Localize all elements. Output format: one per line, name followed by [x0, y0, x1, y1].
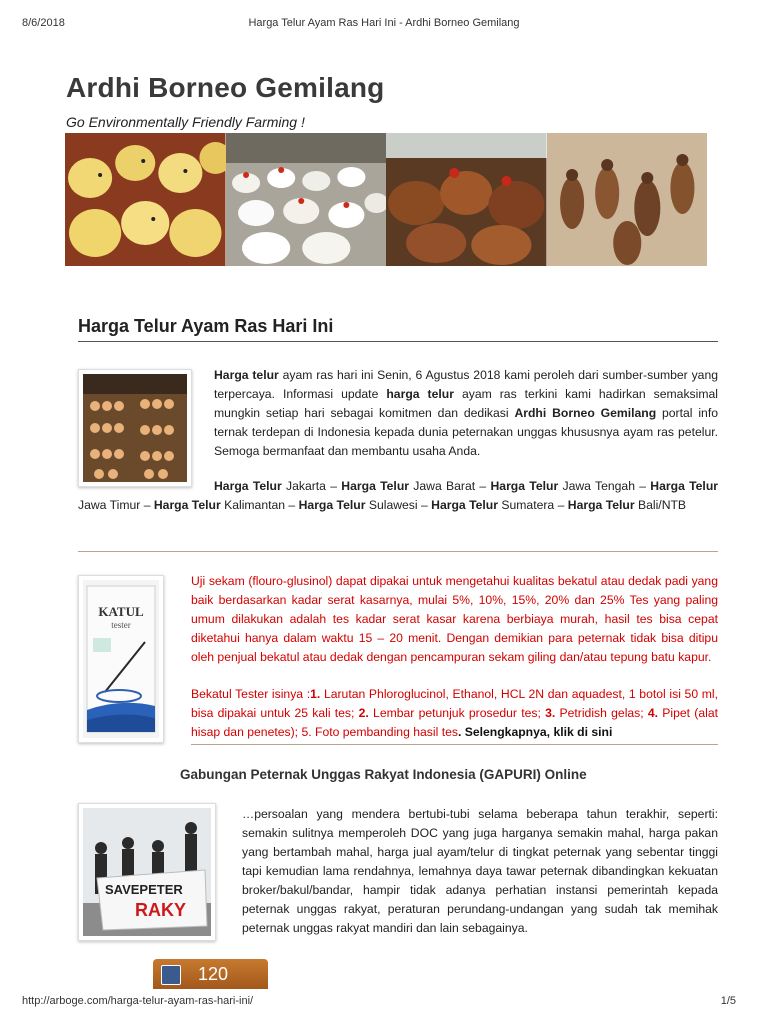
regions-list: Harga Telur Jakarta – Harga Telur Jawa Barat – Harga Telur Jawa Tengah – Harga Telur Jawa Timur – Harga Telur Kalimantan – Harga Telur Sulawesi – Harga Telur Sumatera – Harga Telur Bali/NTB — [78, 479, 719, 512]
egg-trays-image — [78, 369, 192, 487]
protest-banner-text-2: RAKY — [135, 900, 187, 920]
katul-sub: tester — [111, 620, 131, 630]
katul-description: Uji sekam (flouro-glusinol) dapat dipakai untuk mengetahui kualitas bekatul atau dedak padi yang baik berdasarkan kadar serat kasarnya, mulai 5%, 10%, 15%, 20% dan 25% Tes yang paling umum dilakukan adalah tes kadar serat kasar karena berbiaya murah, hasil tes bisa cepat diketahui hanya dalam waktu 15 – 20 menit. Dengan demikian para peternak tidak bisa ditipu oleh penjual bekatul atau dedak dengan pencampuran sekam giling dan/atau tepung batu kapur. — [191, 574, 718, 664]
region-link-jakarta[interactable]: Harga Telur — [214, 479, 282, 493]
broiler-flock-photo — [226, 133, 387, 266]
title-divider — [78, 341, 718, 342]
layer-hens-photo — [386, 133, 547, 266]
region-link-bali-ntb[interactable]: Harga Telur — [567, 498, 635, 512]
chicks-photo — [65, 133, 226, 266]
region-link-sumatera[interactable]: Harga Telur — [431, 498, 498, 512]
share-icon — [161, 965, 181, 985]
section-divider — [78, 551, 718, 552]
protest-banner-text-1: SAVEPETER — [105, 882, 183, 897]
share-count: 120 — [198, 964, 229, 984]
region-link-jawa-barat[interactable]: Harga Telur — [341, 479, 410, 493]
header-banner — [65, 133, 707, 266]
site-tagline: Go Environmentally Friendly Farming ! — [66, 114, 305, 130]
print-url: http://arboge.com/harga-telur-ayam-ras-hari-ini/ — [22, 995, 254, 1007]
print-page-number: 1/5 — [720, 995, 736, 1007]
keyword-harga-telur[interactable]: harga telur — [386, 387, 454, 401]
katul-brand: KATUL — [98, 604, 144, 619]
katul-tester-image[interactable] — [78, 575, 164, 743]
print-date: 8/6/2018 — [22, 17, 65, 29]
region-link-jawa-tengah[interactable]: Harga Telur — [490, 479, 559, 493]
read-more-link[interactable]: . Selengkapnya, klik di sini — [457, 725, 613, 739]
print-page-title: Harga Telur Ayam Ras Hari Ini - Ardhi Borneo Gemilang — [248, 17, 520, 29]
site-name-link[interactable]: Ardhi Borneo Gemilang — [514, 406, 657, 420]
ducks-photo — [547, 133, 708, 266]
region-link-sulawesi[interactable]: Harga Telur — [298, 498, 366, 512]
katul-contents: Bekatul Tester isinya :1. Larutan Phloroglucinol, Ethanol, HCL 2N dan aquadest, 1 botol isi 50 ml, bisa dipakai untuk 25 kali tes; 2. Lembar petunjuk prosedur tes; 3. Petridish gelas; 4. Pipet (alat hisap dan penetes); 5. Foto pembanding hasil tes. Selengkapnya, klik di sini — [191, 687, 719, 739]
gapuri-text: …persoalan yang mendera bertubi-tubi selama beberapa tahun terakhir, seperti: semakin sulitnya memperoleh DOC yang juga harganya semakin mahal, harga pakan yang bertambah mahal, harga jual ayam/telur di tingkat peternak yang sebentar tinggi tapi kemudian lama rendahnya, lemahnya daya tawar peternak dibandingkan kekuatan broker/bakul/bandar, hampir tidak adanya perhatian instansi pemerintah kepada peternak unggas rakyat, peraturan perundang-undangan yang sudah tak memihak peternak unggas rakyat mandiri dan lain sebagainya. — [242, 807, 718, 935]
region-link-kalimantan[interactable]: Harga Telur — [153, 498, 221, 512]
keyword-harga-telur[interactable]: Harga telur — [214, 368, 279, 382]
region-link-jawa-timur[interactable]: Harga Telur — [650, 479, 719, 493]
katul-divider — [191, 744, 718, 745]
gapuri-protest-image — [78, 803, 216, 941]
site-title[interactable]: Ardhi Borneo Gemilang — [66, 72, 385, 103]
gapuri-title[interactable]: Gabungan Peternak Unggas Rakyat Indonesia (GAPURI) Online — [180, 767, 587, 782]
intro-paragraph: Harga telur ayam ras hari ini Senin, 6 Agustus 2018 kami peroleh dari sumber-sumber yang terpercaya. Informasi update harga telur ayam ras terkini kami hadirkan semaksimal mungkin setiap hari sebagai komitmen dan dedikasi Ardhi Borneo Gemilang portal info ternak terdepan di Indonesia kepada dunia peternakan unggas khususnya ayam ras petelur. Semoga bermanfaat dan membantu usaha Anda. — [214, 368, 718, 458]
share-counter[interactable] — [153, 959, 268, 989]
post-title: Harga Telur Ayam Ras Hari Ini — [78, 316, 334, 336]
